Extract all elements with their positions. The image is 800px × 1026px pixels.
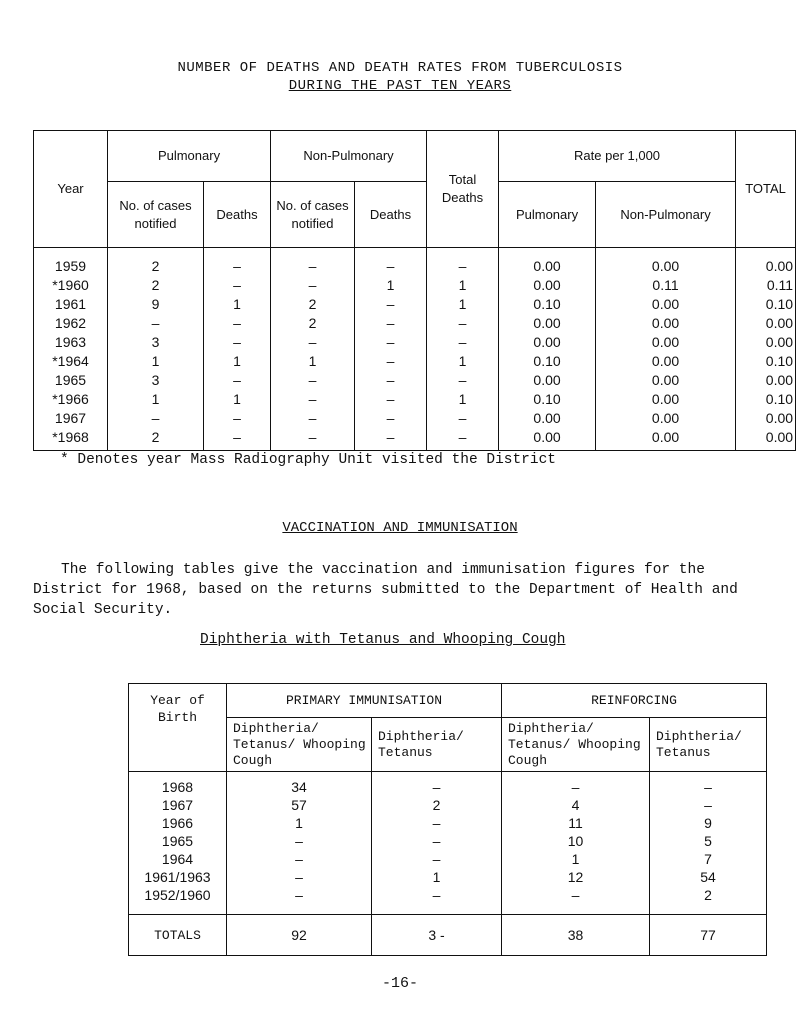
tb-cell: 1 xyxy=(427,275,499,294)
tb-cell: – xyxy=(355,332,427,351)
tb-row xyxy=(34,313,796,332)
tb-cell: – xyxy=(355,351,427,370)
vac-cell: 9 xyxy=(650,814,767,832)
tb-cell: 3 xyxy=(108,370,204,389)
tb-cell: 0.00 xyxy=(736,427,796,451)
tb-cell: 1961 xyxy=(34,294,108,313)
tb-cell: 2 xyxy=(271,313,355,332)
paragraph-line-2: District for 1968, based on the returns submitted to the Department of Health and xyxy=(33,582,738,598)
col-year-of-birth: Year of Birth xyxy=(129,684,227,772)
vac-row xyxy=(129,886,767,915)
vac-cell: 1961/1963 xyxy=(129,868,227,886)
vaccination-heading-text: VACCINATION AND IMMUNISATION xyxy=(282,520,518,536)
tb-cell: 0.00 xyxy=(596,389,736,408)
col-rate-pulmonary: Pulmonary xyxy=(499,182,596,248)
tb-cell: – xyxy=(271,370,355,389)
vac-cell: 10 xyxy=(502,832,650,850)
vac-cell: 12 xyxy=(502,868,650,886)
tb-cell: 1967 xyxy=(34,408,108,427)
tb-row xyxy=(34,427,796,451)
tb-cell: – xyxy=(427,248,499,276)
tb-cell: 9 xyxy=(108,294,204,313)
vac-cell: 1 xyxy=(227,814,372,832)
tb-cell: – xyxy=(204,275,271,294)
vac-cell: – xyxy=(372,772,502,797)
vac-totals-row xyxy=(129,915,767,956)
tb-cell: – xyxy=(355,408,427,427)
tb-cell: – xyxy=(355,370,427,389)
vac-cell: 34 xyxy=(227,772,372,797)
vac-cell: – xyxy=(372,832,502,850)
tb-row xyxy=(34,275,796,294)
vac-row xyxy=(129,850,767,868)
col-pulmonary-cases: No. of cases notified xyxy=(108,182,204,248)
tb-row xyxy=(34,248,796,276)
tb-cell: – xyxy=(204,313,271,332)
tb-row xyxy=(34,351,796,370)
totals-cell: 77 xyxy=(650,915,767,956)
vac-cell: 1 xyxy=(372,868,502,886)
tb-cell: 1 xyxy=(427,389,499,408)
page-subtitle-text: DURING THE PAST TEN YEARS xyxy=(288,78,512,94)
tb-cell: 2 xyxy=(108,427,204,451)
col-non-pulmonary-deaths: Deaths xyxy=(355,182,427,248)
tb-cell: 0.00 xyxy=(499,370,596,389)
vac-cell: – xyxy=(227,850,372,868)
tb-cell: – xyxy=(427,313,499,332)
col-non-pulmonary: Non-Pulmonary xyxy=(271,131,427,182)
paragraph-line-3: Social Security. xyxy=(33,602,173,618)
tb-cell: – xyxy=(427,332,499,351)
vac-cell: 1967 xyxy=(129,796,227,814)
col-reinforcing-dtw: Diphtheria/ Tetanus/ Whooping Cough xyxy=(502,718,650,772)
col-rate: Rate per 1,000 xyxy=(499,131,736,182)
tb-cell: 0.00 xyxy=(596,370,736,389)
tb-cell: 1 xyxy=(427,294,499,313)
tb-cell: 0.10 xyxy=(499,294,596,313)
vac-cell: – xyxy=(372,886,502,915)
tb-cell: – xyxy=(355,389,427,408)
totals-cell: 38 xyxy=(502,915,650,956)
intro-paragraph xyxy=(33,560,793,620)
tb-cell: 0.00 xyxy=(736,248,796,276)
vac-cell: – xyxy=(227,832,372,850)
tb-cell: 0.00 xyxy=(499,275,596,294)
vac-row xyxy=(129,814,767,832)
tb-cell: – xyxy=(204,427,271,451)
vac-cell: 1968 xyxy=(129,772,227,797)
vac-cell: – xyxy=(502,772,650,797)
vac-cell: 57 xyxy=(227,796,372,814)
tb-cell: – xyxy=(355,427,427,451)
tb-cell: *1960 xyxy=(34,275,108,294)
tb-cell: 0.00 xyxy=(596,294,736,313)
tb-cell: 1 xyxy=(108,351,204,370)
vac-row xyxy=(129,868,767,886)
tb-cell: 0.00 xyxy=(596,427,736,451)
tb-cell: – xyxy=(108,313,204,332)
col-primary-dt: Diphtheria/ Tetanus xyxy=(372,718,502,772)
tb-cell: 0.10 xyxy=(736,389,796,408)
vac-cell: 2 xyxy=(372,796,502,814)
tb-cell: 1 xyxy=(204,389,271,408)
vac-cell: – xyxy=(650,796,767,814)
vac-cell: – xyxy=(227,868,372,886)
tb-cell: 1963 xyxy=(34,332,108,351)
totals-label: TOTALS xyxy=(129,915,227,956)
vac-row xyxy=(129,772,767,797)
tb-cell: 0.00 xyxy=(499,408,596,427)
col-reinforcing-dt: Diphtheria/ Tetanus xyxy=(650,718,767,772)
tb-cell: – xyxy=(204,248,271,276)
tb-cell: 1 xyxy=(204,294,271,313)
tb-cell: – xyxy=(204,332,271,351)
tb-cell: 0.11 xyxy=(596,275,736,294)
col-primary-immunisation: PRIMARY IMMUNISATION xyxy=(227,684,502,718)
vac-cell: 11 xyxy=(502,814,650,832)
totals-cell: 3 - xyxy=(372,915,502,956)
vaccination-table xyxy=(128,683,767,956)
tb-cell: 0.00 xyxy=(596,408,736,427)
vac-cell: – xyxy=(227,886,372,915)
col-pulmonary: Pulmonary xyxy=(108,131,271,182)
tb-cell: 0.00 xyxy=(596,313,736,332)
col-pulmonary-deaths: Deaths xyxy=(204,182,271,248)
tb-cell: 2 xyxy=(108,275,204,294)
tb-cell: 1962 xyxy=(34,313,108,332)
col-primary-dtw: Diphtheria/ Tetanus/ Whooping Cough xyxy=(227,718,372,772)
tb-cell: – xyxy=(355,294,427,313)
vac-cell: 1965 xyxy=(129,832,227,850)
tb-row xyxy=(34,332,796,351)
page-title: NUMBER OF DEATHS AND DEATH RATES FROM TUBERCULOSIS xyxy=(177,60,623,76)
tb-cell: 0.00 xyxy=(736,332,796,351)
tb-cell: – xyxy=(427,370,499,389)
tb-cell: 1965 xyxy=(34,370,108,389)
tb-cell: 0.00 xyxy=(596,332,736,351)
tb-row xyxy=(34,294,796,313)
tb-cell: – xyxy=(271,389,355,408)
totals-cell: 92 xyxy=(227,915,372,956)
subheading xyxy=(200,632,565,648)
tb-cell: 3 xyxy=(108,332,204,351)
tuberculosis-table xyxy=(33,130,796,451)
tb-cell: – xyxy=(108,408,204,427)
vac-cell: 1964 xyxy=(129,850,227,868)
subheading-text: Diphtheria with Tetanus and Whooping Cough xyxy=(200,632,566,648)
col-non-pulmonary-cases: No. of cases notified xyxy=(271,182,355,248)
tb-cell: 0.10 xyxy=(499,351,596,370)
tb-cell: 1 xyxy=(271,351,355,370)
tb-cell: 0.00 xyxy=(596,351,736,370)
tb-cell: 0.00 xyxy=(736,313,796,332)
vac-row xyxy=(129,796,767,814)
page-subtitle xyxy=(0,78,800,94)
tb-cell: – xyxy=(204,370,271,389)
vac-cell: – xyxy=(372,814,502,832)
vac-cell: 1952/1960 xyxy=(129,886,227,915)
tb-cell: 1 xyxy=(427,351,499,370)
tb-cell: – xyxy=(355,248,427,276)
tb-cell: 1959 xyxy=(34,248,108,276)
vac-cell: 1966 xyxy=(129,814,227,832)
tb-cell: 2 xyxy=(108,248,204,276)
tb-cell: 0.00 xyxy=(499,248,596,276)
vac-cell: – xyxy=(502,886,650,915)
tb-cell: – xyxy=(271,427,355,451)
tb-cell: 0.10 xyxy=(736,351,796,370)
tb-cell: 0.11 xyxy=(736,275,796,294)
vac-row xyxy=(129,832,767,850)
tb-row xyxy=(34,370,796,389)
vac-cell: – xyxy=(372,850,502,868)
tb-cell: *1964 xyxy=(34,351,108,370)
footnote: * Denotes year Mass Radiography Unit visited the District xyxy=(60,452,556,468)
tb-cell: *1968 xyxy=(34,427,108,451)
col-year: Year xyxy=(34,131,108,248)
col-total-deaths: Total Deaths xyxy=(427,131,499,248)
tb-cell: 0.00 xyxy=(736,370,796,389)
tb-row xyxy=(34,389,796,408)
tb-cell: – xyxy=(271,332,355,351)
col-rate-non-pulmonary: Non-Pulmonary xyxy=(596,182,736,248)
vaccination-heading xyxy=(0,520,800,536)
tb-cell: 0.00 xyxy=(499,313,596,332)
tb-cell: – xyxy=(271,408,355,427)
tb-cell: – xyxy=(271,248,355,276)
tb-cell: – xyxy=(355,313,427,332)
tb-cell: 0.00 xyxy=(596,248,736,276)
tb-cell: 0.00 xyxy=(736,408,796,427)
tb-cell: 0.00 xyxy=(499,427,596,451)
tb-cell: – xyxy=(427,408,499,427)
tb-cell: 0.10 xyxy=(499,389,596,408)
vac-cell: 54 xyxy=(650,868,767,886)
vac-cell: 5 xyxy=(650,832,767,850)
tb-cell: – xyxy=(427,427,499,451)
col-reinforcing: REINFORCING xyxy=(502,684,767,718)
tb-cell: *1966 xyxy=(34,389,108,408)
page-number: -16- xyxy=(381,975,418,992)
tb-cell: – xyxy=(204,408,271,427)
tb-cell: 1 xyxy=(355,275,427,294)
tb-cell: 0.10 xyxy=(736,294,796,313)
tb-cell: 1 xyxy=(204,351,271,370)
vac-cell: 7 xyxy=(650,850,767,868)
tb-cell: – xyxy=(271,275,355,294)
tb-cell: 1 xyxy=(108,389,204,408)
col-total: TOTAL xyxy=(736,131,796,248)
tb-cell: 0.00 xyxy=(499,332,596,351)
tb-cell: 2 xyxy=(271,294,355,313)
tb-row xyxy=(34,408,796,427)
vac-cell: 1 xyxy=(502,850,650,868)
vac-cell: 4 xyxy=(502,796,650,814)
paragraph-line-1: The following tables give the vaccination and immunisation figures for the xyxy=(61,562,705,578)
vac-cell: 2 xyxy=(650,886,767,915)
vac-cell: – xyxy=(650,772,767,797)
